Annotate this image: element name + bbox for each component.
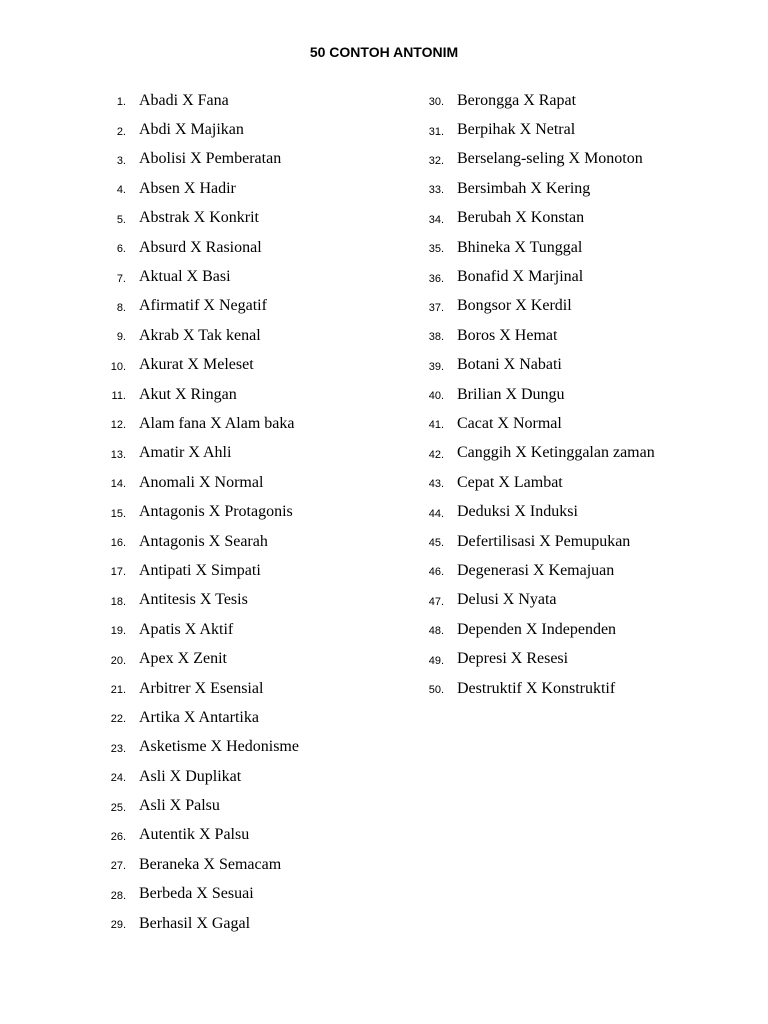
antonym-pair-text: Antitesis X Tesis <box>139 591 248 609</box>
antonym-pair-text: Akut X Ringan <box>139 385 237 403</box>
antonym-pair-text: Boros X Hemat <box>457 326 558 344</box>
antonym-list-item <box>418 439 738 468</box>
antonym-pair-text: Apatis X Aktif <box>139 620 234 638</box>
antonym-list-item <box>100 644 430 673</box>
antonym-list-item <box>100 321 430 350</box>
antonym-pair-text: Degenerasi X Kemajuan <box>457 561 615 579</box>
antonym-pair-text: Alam fana X Alam baka <box>139 414 295 432</box>
item-number: 13. <box>110 448 126 461</box>
item-number: 29. <box>110 919 126 932</box>
item-number: 38. <box>428 331 444 344</box>
antonym-pair-text: Cepat X Lambat <box>457 473 563 491</box>
antonym-list-right-column <box>418 86 738 703</box>
item-number: 1. <box>116 96 126 109</box>
antonym-list-item <box>418 86 738 115</box>
item-number: 50. <box>428 684 444 696</box>
item-number: 33. <box>428 184 444 197</box>
item-number: 15. <box>110 507 126 520</box>
antonym-pair-text: Berhasil X Gagal <box>139 914 251 932</box>
item-number: 22. <box>110 713 126 726</box>
item-number: 2. <box>116 125 126 138</box>
antonym-list-item <box>100 174 430 203</box>
antonym-pair-text: Absen X Hadir <box>139 179 236 197</box>
antonym-list-item <box>418 262 738 291</box>
item-number: 46. <box>428 566 444 579</box>
antonym-pair-text: Asli X Duplikat <box>139 767 242 785</box>
item-number: 32. <box>428 154 444 167</box>
antonym-pair-text: Abadi X Fana <box>139 91 229 109</box>
antonym-list-item <box>100 762 430 791</box>
item-number: 34. <box>428 213 444 226</box>
antonym-pair-text: Cacat X Normal <box>457 414 562 432</box>
item-number: 7. <box>116 272 126 285</box>
item-number: 17. <box>110 566 126 579</box>
item-number: 43. <box>428 478 444 491</box>
antonym-list-item <box>418 527 738 556</box>
antonym-pair-text: Deduksi X Induksi <box>457 503 578 521</box>
item-number: 28. <box>110 889 126 902</box>
item-number: 45. <box>428 537 444 550</box>
antonym-pair-text: Abstrak X Konkrit <box>139 209 259 227</box>
antonym-list-item <box>418 292 738 321</box>
antonym-pair-text: Aktual X Basi <box>139 268 231 286</box>
item-number: 4. <box>116 184 126 197</box>
item-number: 11. <box>111 390 126 403</box>
antonym-list-item <box>100 586 430 615</box>
antonym-pair-text: Beraneka X Semacam <box>139 855 282 873</box>
antonym-list-item <box>100 468 430 497</box>
antonym-pair-text: Arbitrer X Esensial <box>139 679 264 697</box>
antonym-list-item <box>100 850 430 879</box>
antonym-pair-text: Abdi X Majikan <box>139 121 244 139</box>
antonym-list-item <box>100 909 430 938</box>
antonym-pair-text: Berongga X Rapat <box>457 91 577 109</box>
antonym-pair-text: Berbeda X Sesuai <box>139 885 254 903</box>
antonym-pair-text: Brilian X Dungu <box>457 385 565 403</box>
item-number: 36. <box>428 272 444 285</box>
item-number: 21. <box>110 684 126 696</box>
antonym-list-item <box>100 674 430 703</box>
antonym-list-item <box>418 497 738 526</box>
antonym-list-item <box>100 262 430 291</box>
item-number: 42. <box>428 448 444 461</box>
antonym-list-item <box>100 615 430 644</box>
antonym-pair-text: Delusi X Nyata <box>457 591 557 609</box>
item-number: 35. <box>428 243 444 256</box>
antonym-list-item <box>100 351 430 380</box>
antonym-list-item <box>418 174 738 203</box>
antonym-list-item <box>100 556 430 585</box>
antonym-pair-text: Berselang-seling X Monoton <box>457 150 643 168</box>
antonym-list-item <box>100 380 430 409</box>
antonym-list-left-column <box>100 86 430 938</box>
antonym-pair-text: Antipati X Simpati <box>139 561 261 579</box>
antonym-list-item <box>100 527 430 556</box>
antonym-list-item <box>418 145 738 174</box>
item-number: 10. <box>110 360 126 373</box>
antonym-pair-text: Asketisme X Hedonisme <box>139 738 299 756</box>
antonym-list-item <box>100 439 430 468</box>
antonym-list-item <box>418 380 738 409</box>
item-number: 18. <box>110 595 126 608</box>
antonym-list-item <box>100 233 430 262</box>
antonym-pair-text: Bersimbah X Kering <box>457 179 591 197</box>
antonym-pair-text: Destruktif X Konstruktif <box>457 679 616 697</box>
antonym-list-item <box>418 556 738 585</box>
item-number: 49. <box>428 654 444 667</box>
antonym-pair-text: Bongsor X Kerdil <box>457 297 572 315</box>
antonym-pair-text: Berpihak X Netral <box>457 121 576 139</box>
antonym-pair-text: Botani X Nabati <box>457 356 562 374</box>
antonym-pair-text: Antagonis X Searah <box>139 532 268 550</box>
antonym-list-item <box>418 644 738 673</box>
antonym-pair-text: Antagonis X Protagonis <box>139 503 293 521</box>
antonym-list-item <box>100 497 430 526</box>
antonym-list-item <box>100 821 430 850</box>
antonym-pair-text: Dependen X Independen <box>457 620 617 638</box>
antonym-pair-text: Asli X Palsu <box>139 797 220 815</box>
item-number: 25. <box>110 801 126 814</box>
antonym-pair-text: Apex X Zenit <box>139 650 227 668</box>
antonym-pair-text: Berubah X Konstan <box>457 209 585 227</box>
antonym-list-item <box>100 791 430 820</box>
item-number: 19. <box>110 625 126 638</box>
item-number: 24. <box>110 772 126 785</box>
item-number: 16. <box>110 537 126 550</box>
antonym-list-item <box>100 292 430 321</box>
page-title: 50 CONTOH ANTONIM <box>309 44 459 60</box>
item-number: 37. <box>428 301 444 314</box>
item-number: 6. <box>116 243 126 256</box>
item-number: 26. <box>110 830 126 843</box>
antonym-list-item <box>418 321 738 350</box>
antonym-list-item <box>418 233 738 262</box>
antonym-list-item <box>418 586 738 615</box>
antonym-list-item <box>100 115 430 144</box>
item-number: 39. <box>428 360 444 373</box>
antonym-pair-text: Autentik X Palsu <box>139 826 250 844</box>
item-number: 40. <box>428 390 444 403</box>
antonym-list-item <box>100 409 430 438</box>
antonym-list-item <box>418 204 738 233</box>
item-number: 8. <box>116 301 126 314</box>
antonym-list-item <box>418 468 738 497</box>
antonym-pair-text: Artika X Antartika <box>139 708 259 726</box>
item-number: 23. <box>110 742 126 755</box>
antonym-pair-text: Bonafid X Marjinal <box>457 268 584 286</box>
item-number: 41. <box>428 419 444 432</box>
item-number: 27. <box>110 860 126 873</box>
antonym-list-item <box>100 145 430 174</box>
item-number: 14. <box>110 478 126 491</box>
antonym-pair-text: Abolisi X Pemberatan <box>139 150 282 168</box>
item-number: 20. <box>110 654 126 667</box>
antonym-list-item <box>100 204 430 233</box>
antonym-list-item <box>418 351 738 380</box>
antonym-list-item <box>100 86 430 115</box>
item-number: 30. <box>428 96 444 109</box>
antonym-list-item <box>418 674 738 703</box>
antonym-pair-text: Afirmatif X Negatif <box>139 297 267 315</box>
item-number: 47. <box>428 595 444 608</box>
antonym-pair-text: Absurd X Rasional <box>139 238 262 256</box>
item-number: 12. <box>110 419 126 432</box>
item-number: 44. <box>428 507 444 520</box>
antonym-pair-text: Depresi X Resesi <box>457 650 569 668</box>
antonym-pair-text: Canggih X Ketinggalan zaman <box>457 444 655 462</box>
antonym-list-item <box>418 115 738 144</box>
antonym-pair-text: Amatir X Ahli <box>139 444 232 462</box>
antonym-pair-text: Akrab X Tak kenal <box>139 326 261 344</box>
item-number: 5. <box>116 213 126 226</box>
antonym-list-item <box>100 880 430 909</box>
item-number: 31. <box>428 125 444 138</box>
antonym-pair-text: Anomali X Normal <box>139 473 264 491</box>
antonym-list-item <box>418 615 738 644</box>
antonym-list-item <box>418 409 738 438</box>
item-number: 3. <box>116 154 126 167</box>
item-number: 48. <box>428 625 444 638</box>
antonym-pair-text: Akurat X Meleset <box>139 356 254 374</box>
antonym-list-item <box>100 703 430 732</box>
antonym-pair-text: Defertilisasi X Pemupukan <box>457 532 631 550</box>
antonym-pair-text: Bhineka X Tunggal <box>457 238 583 256</box>
antonym-list-item <box>100 733 430 762</box>
item-number: 9. <box>116 331 126 344</box>
